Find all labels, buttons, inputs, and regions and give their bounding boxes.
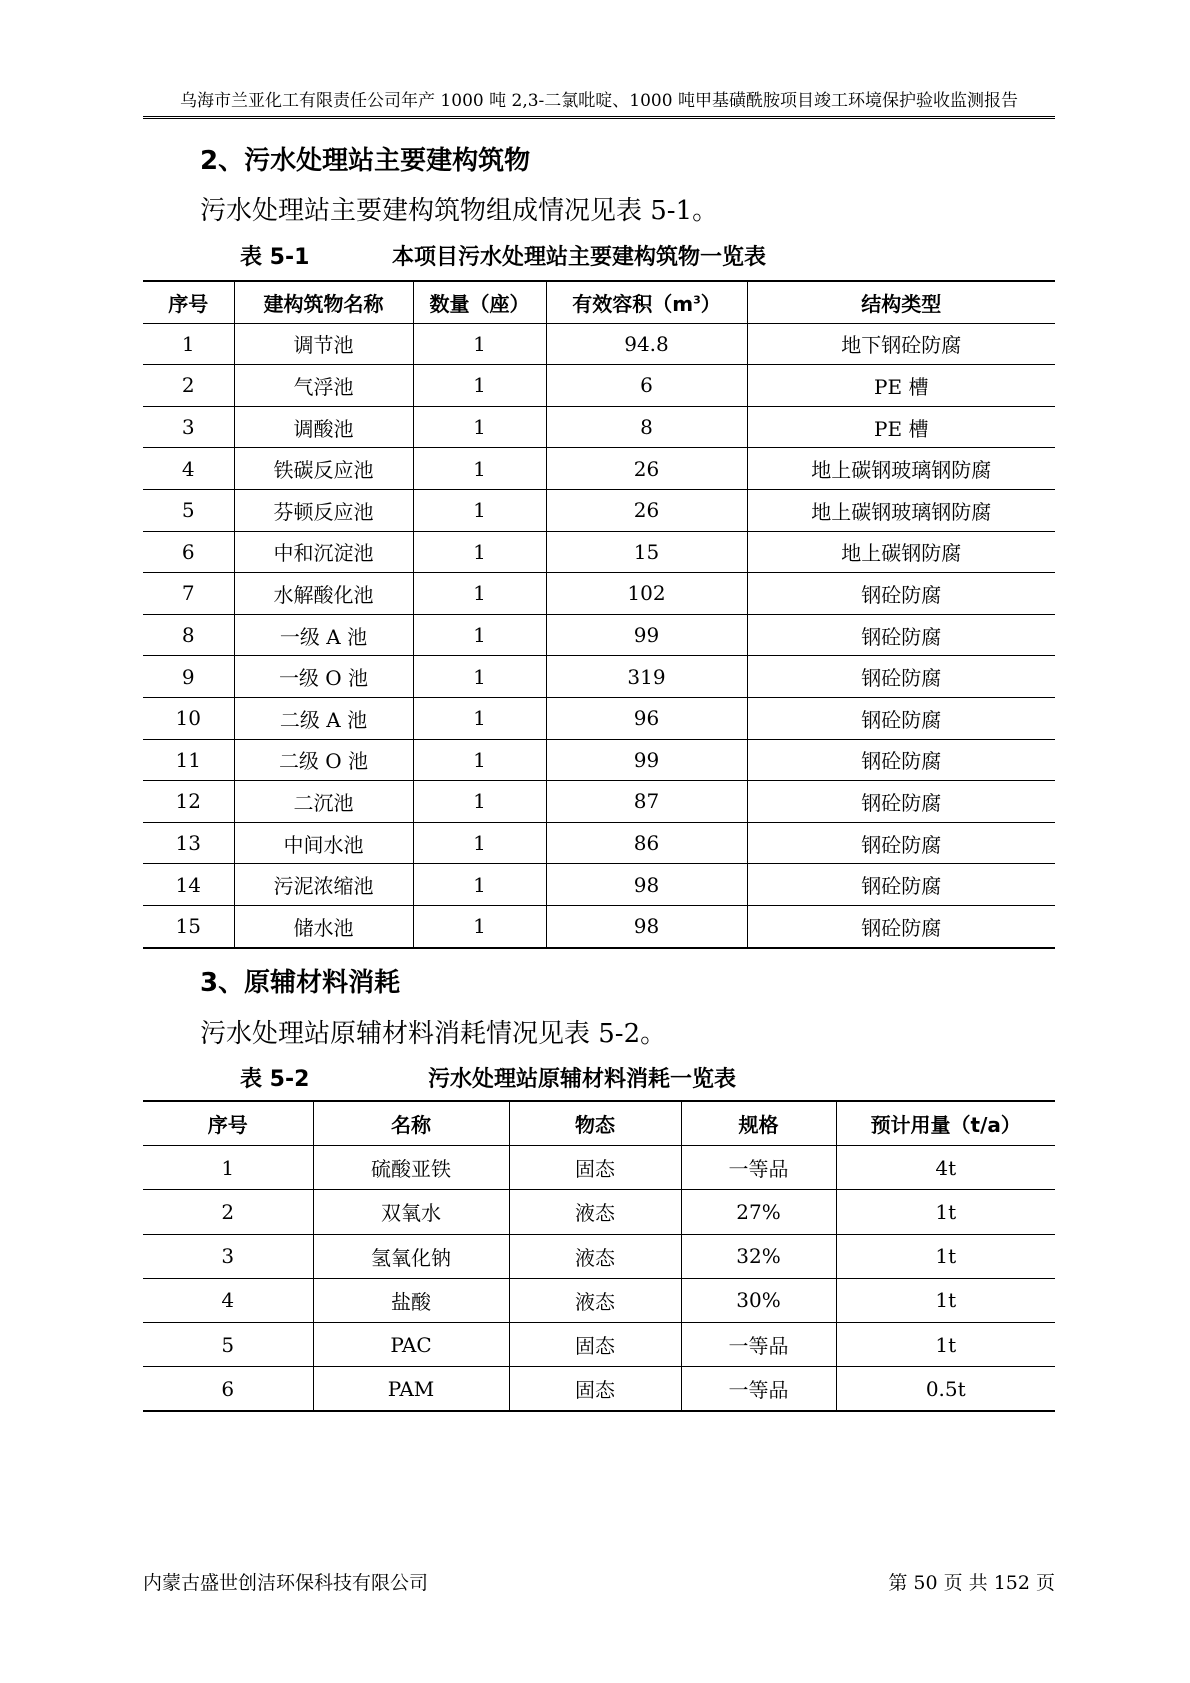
table-cell: 1 xyxy=(413,864,546,906)
table-cell: 1 xyxy=(413,489,546,531)
table-cell: 1 xyxy=(413,656,546,698)
table-cell: 一级 O 池 xyxy=(234,656,413,698)
table-cell: 二沉池 xyxy=(234,781,413,823)
table-cell: 钢砼防腐 xyxy=(747,864,1055,906)
table-cell: PAC xyxy=(313,1322,509,1366)
footer-page-number: 第 50 页 共 152 页 xyxy=(888,1572,1055,1594)
col-header-structure: 结构类型 xyxy=(747,281,1055,323)
table-cell: 6 xyxy=(143,531,234,573)
table-cell: 1 xyxy=(413,614,546,656)
table-cell: 固态 xyxy=(509,1146,681,1190)
table-cell: 5 xyxy=(143,489,234,531)
table-cell: 319 xyxy=(546,656,747,698)
table-cell: 2 xyxy=(143,365,234,407)
table-cell: 8 xyxy=(143,614,234,656)
table-row xyxy=(143,781,1055,823)
table-cell: 86 xyxy=(546,822,747,864)
table-row xyxy=(143,739,1055,781)
table-cell: 钢砼防腐 xyxy=(747,905,1055,947)
table-cell: 钢砼防腐 xyxy=(747,573,1055,615)
table-cell: PE 槽 xyxy=(747,406,1055,448)
footer-company: 内蒙古盛世创洁环保科技有限公司 xyxy=(143,1572,429,1594)
table-row xyxy=(143,1367,1055,1412)
materials-table-body xyxy=(143,1146,1055,1412)
page-header xyxy=(143,90,1055,119)
table-cell: 1 xyxy=(413,365,546,407)
table-cell: 1 xyxy=(413,573,546,615)
table-cell: 102 xyxy=(546,573,747,615)
table-cell: 2 xyxy=(143,1190,313,1234)
table-cell: 1 xyxy=(413,406,546,448)
section-3-heading: 3、原辅材料消耗 xyxy=(200,968,401,998)
table-cell: 30% xyxy=(681,1278,836,1322)
table-row xyxy=(143,406,1055,448)
table-cell: 15 xyxy=(546,531,747,573)
table-cell: 9 xyxy=(143,656,234,698)
table-5-1-title: 本项目污水处理站主要建构筑物一览表 xyxy=(392,245,767,270)
table-cell: 钢砼防腐 xyxy=(747,656,1055,698)
table-cell: 液态 xyxy=(509,1234,681,1278)
section-2-paragraph: 污水处理站主要建构筑物组成情况见表 5-1。 xyxy=(200,196,719,226)
table-cell: 10 xyxy=(143,697,234,739)
table-row xyxy=(143,448,1055,490)
table-row xyxy=(143,1234,1055,1278)
table-row xyxy=(143,1322,1055,1366)
volume-unit-close: ） xyxy=(700,291,721,316)
table-cell: 98 xyxy=(546,864,747,906)
col-header-state: 物态 xyxy=(509,1101,681,1146)
table-cell: 盐酸 xyxy=(313,1278,509,1322)
col-header-index: 序号 xyxy=(143,1101,313,1146)
table-row xyxy=(143,656,1055,698)
table-cell: 地上碳钢玻璃钢防腐 xyxy=(747,448,1055,490)
table-row xyxy=(143,489,1055,531)
table-cell: 1 xyxy=(413,739,546,781)
table-cell: 二级 O 池 xyxy=(234,739,413,781)
table-row xyxy=(143,323,1055,365)
table-cell: 钢砼防腐 xyxy=(747,697,1055,739)
table-cell: 7 xyxy=(143,573,234,615)
table-cell: 4 xyxy=(143,1278,313,1322)
table-cell: 96 xyxy=(546,697,747,739)
table-cell: 污泥浓缩池 xyxy=(234,864,413,906)
table-cell: 芬顿反应池 xyxy=(234,489,413,531)
col-header-name: 建构筑物名称 xyxy=(234,281,413,323)
table-cell: 储水池 xyxy=(234,905,413,947)
table-cell: 27% xyxy=(681,1190,836,1234)
table-cell: 1 xyxy=(413,822,546,864)
col-header-name: 名称 xyxy=(313,1101,509,1146)
table-cell: 1t xyxy=(836,1278,1055,1322)
structures-table-body xyxy=(143,323,1055,947)
col-header-usage: 预计用量（t/a） xyxy=(836,1101,1055,1146)
volume-unit-label: 有效容积（m xyxy=(572,291,694,316)
table-cell: 32% xyxy=(681,1234,836,1278)
table-cell: 中和沉淀池 xyxy=(234,531,413,573)
table-cell: 1 xyxy=(143,1146,313,1190)
table-cell: 1 xyxy=(413,781,546,823)
table-cell: 中间水池 xyxy=(234,822,413,864)
table-cell: 气浮池 xyxy=(234,365,413,407)
table-cell: 硫酸亚铁 xyxy=(313,1146,509,1190)
table-cell: 1 xyxy=(413,905,546,947)
table-cell: 13 xyxy=(143,822,234,864)
table-cell: 地上碳钢防腐 xyxy=(747,531,1055,573)
table-cell: 一等品 xyxy=(681,1367,836,1412)
materials-table xyxy=(143,1100,1055,1412)
table-cell: 94.8 xyxy=(546,323,747,365)
table-cell: 12 xyxy=(143,781,234,823)
table-row xyxy=(143,573,1055,615)
table-cell: 6 xyxy=(143,1367,313,1412)
table-row xyxy=(143,614,1055,656)
table-cell: 4t xyxy=(836,1146,1055,1190)
col-header-spec: 规格 xyxy=(681,1101,836,1146)
table-cell: 1t xyxy=(836,1190,1055,1234)
table-row xyxy=(143,1278,1055,1322)
table-cell: 一等品 xyxy=(681,1322,836,1366)
table-cell: 15 xyxy=(143,905,234,947)
table-header-row xyxy=(143,281,1055,323)
table-cell: 地下钢砼防腐 xyxy=(747,323,1055,365)
table-cell: 99 xyxy=(546,739,747,781)
table-cell: 液态 xyxy=(509,1190,681,1234)
table-cell: 0.5t xyxy=(836,1367,1055,1412)
table-cell: 钢砼防腐 xyxy=(747,822,1055,864)
table-cell: 液态 xyxy=(509,1278,681,1322)
table-cell: 1 xyxy=(413,448,546,490)
table-cell: 二级 A 池 xyxy=(234,697,413,739)
table-cell: 3 xyxy=(143,406,234,448)
table-cell: 1 xyxy=(413,531,546,573)
table-cell: 调节池 xyxy=(234,323,413,365)
table-cell: 1 xyxy=(413,697,546,739)
table-cell: PE 槽 xyxy=(747,365,1055,407)
section-3-paragraph: 污水处理站原辅材料消耗情况见表 5-2。 xyxy=(200,1019,667,1049)
table-cell: 1t xyxy=(836,1234,1055,1278)
table-cell: 氢氧化钠 xyxy=(313,1234,509,1278)
table-cell: PAM xyxy=(313,1367,509,1412)
report-title: 乌海市兰亚化工有限责任公司年产 1000 吨 2,3-二氯吡啶、1000 吨甲基磺酰胺项目竣工环境保护验收监测报告 xyxy=(180,91,1018,111)
table-cell: 钢砼防腐 xyxy=(747,614,1055,656)
table-cell: 双氧水 xyxy=(313,1190,509,1234)
table-row xyxy=(143,1146,1055,1190)
col-header-volume xyxy=(546,281,747,323)
col-header-count: 数量（座） xyxy=(413,281,546,323)
table-5-2-title: 污水处理站原辅材料消耗一览表 xyxy=(428,1067,737,1092)
table-cell: 4 xyxy=(143,448,234,490)
table-cell: 3 xyxy=(143,1234,313,1278)
table-header-row xyxy=(143,1101,1055,1146)
table-5-2-label: 表 5-2 xyxy=(240,1067,310,1092)
table-cell: 1 xyxy=(143,323,234,365)
section-2-heading: 2、污水处理站主要建构筑物 xyxy=(200,146,531,176)
volume-unit-sup: 3 xyxy=(693,293,701,307)
table-cell: 26 xyxy=(546,448,747,490)
table-5-1-label: 表 5-1 xyxy=(240,245,310,270)
table-cell: 水解酸化池 xyxy=(234,573,413,615)
table-cell: 铁碳反应池 xyxy=(234,448,413,490)
table-cell: 98 xyxy=(546,905,747,947)
table-row xyxy=(143,864,1055,906)
table-cell: 1 xyxy=(413,323,546,365)
table-row xyxy=(143,1190,1055,1234)
col-header-index: 序号 xyxy=(143,281,234,323)
table-cell: 一级 A 池 xyxy=(234,614,413,656)
table-cell: 固态 xyxy=(509,1322,681,1366)
structures-table xyxy=(143,280,1055,949)
table-row xyxy=(143,365,1055,407)
table-cell: 5 xyxy=(143,1322,313,1366)
table-cell: 一等品 xyxy=(681,1146,836,1190)
table-cell: 11 xyxy=(143,739,234,781)
table-cell: 26 xyxy=(546,489,747,531)
table-cell: 地上碳钢玻璃钢防腐 xyxy=(747,489,1055,531)
table-cell: 87 xyxy=(546,781,747,823)
table-cell: 8 xyxy=(546,406,747,448)
table-cell: 钢砼防腐 xyxy=(747,739,1055,781)
table-cell: 固态 xyxy=(509,1367,681,1412)
table-cell: 钢砼防腐 xyxy=(747,781,1055,823)
table-row xyxy=(143,531,1055,573)
table-row xyxy=(143,697,1055,739)
table-cell: 6 xyxy=(546,365,747,407)
table-cell: 14 xyxy=(143,864,234,906)
table-cell: 1t xyxy=(836,1322,1055,1366)
table-row xyxy=(143,905,1055,947)
table-cell: 99 xyxy=(546,614,747,656)
table-cell: 调酸池 xyxy=(234,406,413,448)
table-row xyxy=(143,822,1055,864)
